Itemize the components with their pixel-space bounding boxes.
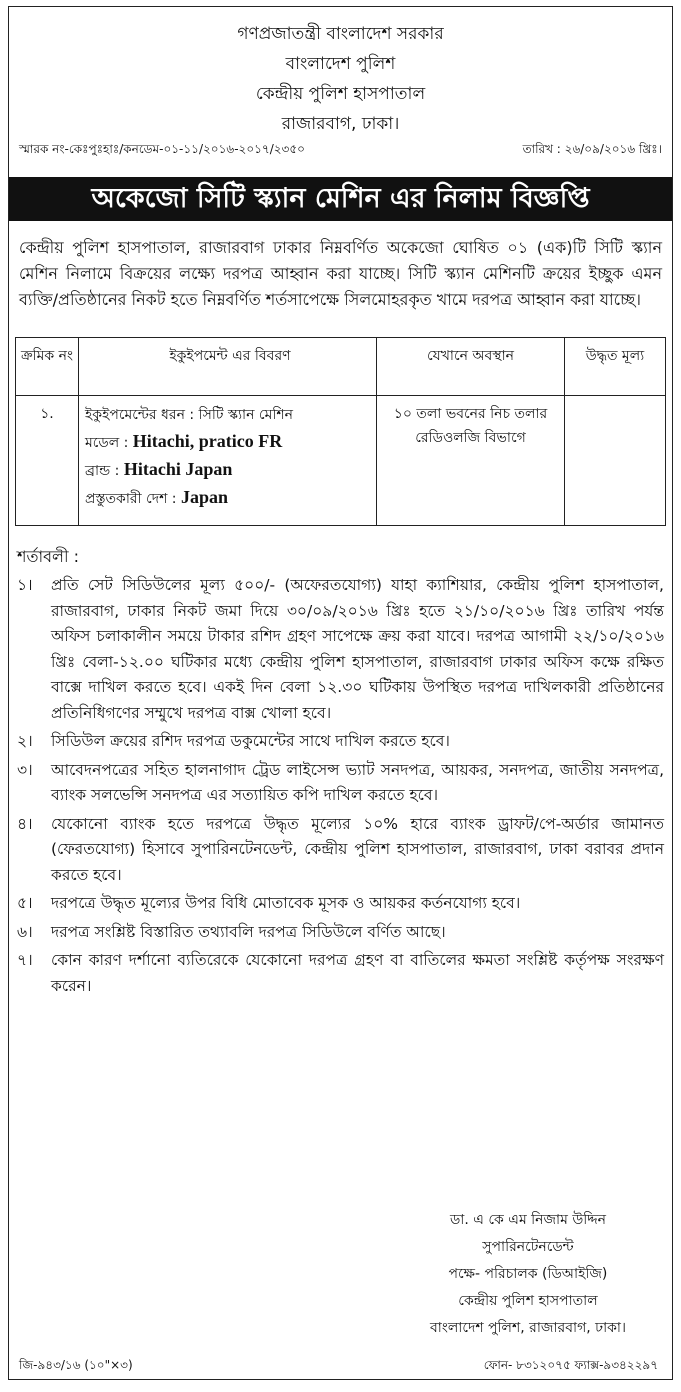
signatory-designation: সুপারিনটেনডেন্ট [482,1239,574,1255]
table-row [16,396,666,526]
signature-block [430,1207,626,1342]
term-item [17,758,664,809]
term-text: আবেদনপত্রের সহিত হালনাগাদ ট্রেড লাইসেন্স ভ্যাট সনদপত্র, আয়কর, সনদপত্র, জাতীয় সনদপত্র, ব্যাংক সলভেন্সি সনদপত্র এর সত্যায়িত কপি দাখিল করতে হবে। [51,760,664,804]
table-header-row [16,338,666,396]
term-text: প্রতি সেট সিডিউলের মূল্য ৫০০/- (অফেরতযোগ্য) যাহা ক্যাশিয়ার, কেন্দ্রীয় পুলিশ হাসপাতাল, রাজারবাগ, ঢাকার নিকট জমা দিয়ে ৩০/০৯/২০১৬ খ্রিঃ হতে ২১/১০/২০১৬ খ্রিঃ তারিখ পর্যন্ত অফিস চলাকালীন সময়ে টাকার রশিদ গ্রহণ সাপেক্ষে ক্রয় করা যাবে। দরপত্র আগামী ২২/১০/২০১৬ খ্রিঃ বেলা-১২.০০ ঘটিকার মধ্যে কেন্দ্রীয় পুলিশ হাসপাতাল, রাজারবাগ ঢাকার অফিস কক্ষে রক্ষিত বাক্সে দাখিল করতে হবে। একই দিন বেলা ১২.৩০ ঘটিকায় উপস্থিত দরপত্র দাখিলকারী প্রতিষ্ঠানের প্রতিনিধিগণের সম্মুখে দরপত্র বাক্স খোলা হবে। [51,576,664,722]
term-text: যেকোনো ব্যাংক হতে দরপত্রে উদ্ধৃত মূল্যের ১০% হারে ব্যাংক ড্রাফট/পে-অর্ডার জামানত (ফেরতযোগ্য) হিসাবে সুপারিনটেনডেন্ট, কেন্দ্রীয় পুলিশ হাসপাতাল, রাজারবাগ, ঢাকা বরাবর প্রদান করতে হবে। [51,814,664,884]
term-item [17,573,664,726]
terms-section [9,526,672,999]
header-serial: ক্রমিক নং [16,338,79,396]
letterhead [9,7,672,139]
term-item [17,729,664,755]
notice-title: অকেজো সিটি স্ক্যান মেশিন এর নিলাম বিজ্ঞপ্তি [9,177,672,221]
type-label: ইকুইপমেন্টের ধরন : [85,407,199,423]
signatory-address: বাংলাদেশ পুলিশ, রাজারবাগ, ঢাকা। [429,1320,626,1336]
term-item [17,948,664,999]
term-number: ৭। [17,951,33,969]
term-number: ১। [17,576,33,594]
country-label: প্রস্তুতকারী দেশ : [85,491,181,507]
model-label: মডেল : [85,435,133,451]
term-item [17,920,664,946]
signatory-on-behalf: পক্ষে- পরিচালক (ডিআইজি) [448,1266,608,1282]
equipment-type [85,402,375,428]
hospital-address: রাজারবাগ, ঢাকা। [281,114,400,134]
brand-label: ব্রান্ড : [85,463,124,479]
type-value: সিটি স্ক্যান মেশিন [198,407,294,423]
contact-info: ফোন- ৮৩১২০৭৫ ফ্যাক্স-৯৩৪২২৯৭ [483,1358,658,1372]
government-name: গণপ্রজাতন্ত্রী বাংলাদেশ সরকার [237,24,444,44]
term-number: ৬। [17,922,33,941]
signatory-name: ডা. এ কে এম নিজাম উদ্দিন [450,1212,606,1228]
header-price: উদ্ধৃত মূল্য [565,338,666,396]
equipment-table [15,337,666,526]
terms-heading: শর্তাবলী : [17,547,79,566]
term-text: দরপত্রে উদ্ধৃত মূল্যের উপর বিধি মোতাবেক মূসক ও আয়কর কর্তনযোগ্য হবে। [51,894,521,912]
country-value: Japan [180,487,228,507]
department-name: বাংলাদেশ পুলিশ [285,54,396,74]
cell-location: ১০ তলা ভবনের নিচ তলার রেডিওলজি বিভাগে [377,396,565,526]
hospital-name: কেন্দ্রীয় পুলিশ হাসপাতাল [255,84,426,104]
memo-date: তারিখ : ২৬/০৯/২০১৬ খ্রিঃ। [522,142,662,156]
term-text: কোন কারণ দর্শানো ব্যতিরেকে যেকোনো দরপত্র গ্রহণ বা বাতিলের ক্ষমতা সংশ্লিষ্ট কর্তৃপক্ষ সংরক্ষণ করেন। [51,951,664,995]
equipment-model [85,428,375,456]
term-text: সিডিউল ক্রয়ের রশিদ দরপত্র ডকুমেন্টের সাথে দাখিল করতে হবে। [51,732,450,750]
cell-price [565,396,666,526]
signatory-office: কেন্দ্রীয় পুলিশ হাসপাতাল [458,1293,598,1309]
cell-serial: ১. [16,396,79,526]
term-number: ২। [17,732,33,750]
term-text: দরপত্র সংশ্লিষ্ট বিস্তারিত তথ্যাবলি দরপত্র সিডিউলে বর্ণিত আছে। [51,922,446,941]
term-item [17,891,664,917]
memo-reference: স্মারক নং-কেঃপুঃহাঃ/কনডেম-০১-১১/২০১৬-২০১৭/২৩৫০ [19,142,305,156]
publication-code: জি-৯৪৩/১৬ (১০"×৩) [19,1358,133,1372]
intro-paragraph: কেন্দ্রীয় পুলিশ হাসপাতাল, রাজারবাগ ঢাকার নিম্নবর্ণিত অকেজো ঘোষিত ০১ (এক)টি সিটি স্ক্যান মেশিন নিলামে বিক্রয়ের লক্ষ্যে দরপত্র আহ্বান করা যাচ্ছে। সিটি স্ক্যান মেশিনটি ক্রয়ের ইচ্ছুক এমন ব্যক্তি/প্রতিষ্ঠানের নিকট হতে নিম্নবর্ণিত শর্তসাপেক্ষে সিলমোহরকৃত খামে দরপত্র আহ্বান করা যাচ্ছে। [19,238,662,309]
term-number: ৫। [17,894,33,912]
term-item [17,812,664,889]
tender-notice [8,6,673,1380]
equipment-country [85,484,375,512]
brand-value: Hitachi Japan [123,459,233,479]
equipment-brand [85,456,375,484]
header-location: যেখানে অবস্থান [377,338,565,396]
model-value: Hitachi, pratico FR [132,431,283,451]
cell-description [79,396,377,526]
header-description: ইকুইপমেন্ট এর বিবরণ [79,338,377,396]
term-number: ৪। [17,814,33,833]
term-number: ৩। [17,760,33,779]
memo-row [9,141,672,161]
